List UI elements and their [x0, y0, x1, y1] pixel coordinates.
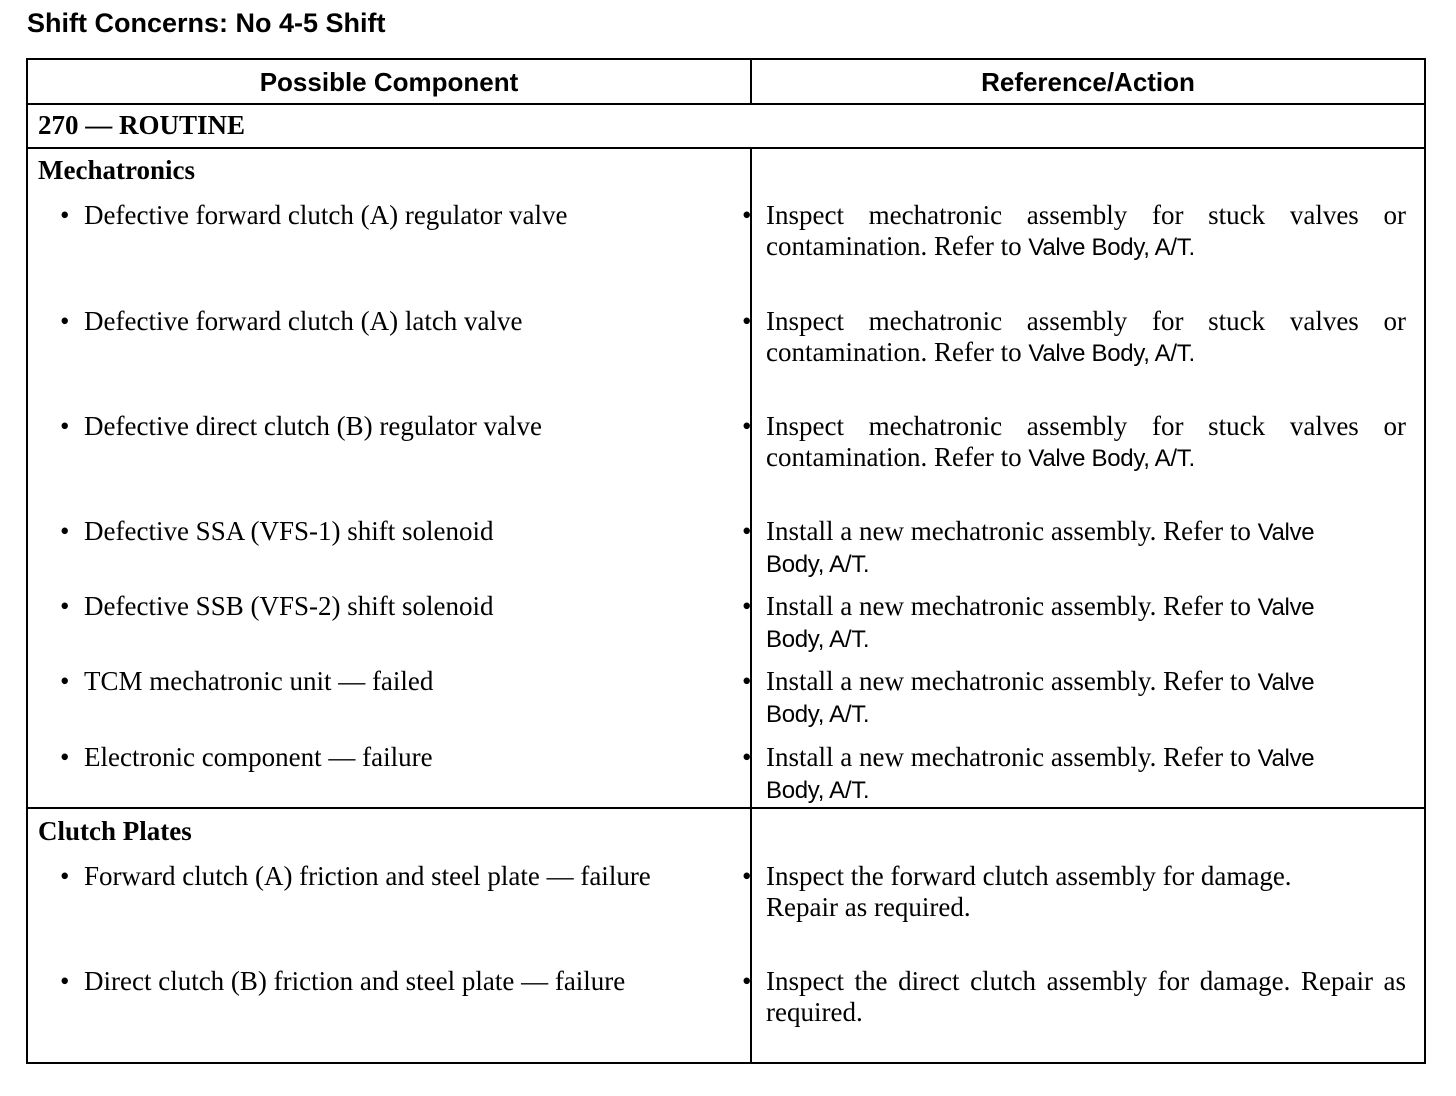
action-text: Install a new mechatronic assembly. Refer to: [766, 516, 1251, 546]
group-label: 270 — ROUTINE: [38, 110, 246, 140]
action-item: [742, 861, 1366, 923]
bullet-icon: •: [742, 666, 752, 696]
bullet-icon: •: [60, 966, 70, 996]
action-text: Inspect the forward clutch assembly for damage. Repair as required.: [766, 861, 1292, 922]
bullet-icon: •: [60, 666, 70, 696]
action-text: Install a new mechatronic assembly. Refer to: [766, 666, 1251, 696]
section-label-mechatronics: Mechatronics: [38, 155, 195, 185]
bullet-icon: •: [742, 742, 752, 772]
bullet-icon: •: [742, 966, 752, 996]
action-item: [742, 742, 1326, 806]
bullet-icon: •: [60, 742, 70, 772]
column-header-action: Reference/Action: [981, 67, 1195, 97]
bullet-icon: •: [742, 516, 752, 546]
component-item: [60, 516, 494, 547]
action-text: Install a new mechatronic assembly. Refer to: [766, 591, 1251, 621]
component-text: Defective forward clutch (A) regulator valve: [84, 200, 568, 230]
reference-link[interactable]: Valve Body, A/T.: [766, 669, 1315, 728]
bullet-icon: •: [742, 200, 752, 230]
action-item: [742, 200, 1406, 263]
group-divider: [28, 147, 1424, 149]
reference-link[interactable]: Valve Body, A/T.: [766, 594, 1315, 653]
action-item: [742, 591, 1326, 655]
reference-link[interactable]: Valve Body, A/T.: [766, 519, 1315, 578]
component-item: [60, 200, 568, 231]
bullet-icon: •: [742, 861, 752, 891]
bullet-icon: •: [742, 411, 752, 441]
action-item: [742, 411, 1406, 474]
bullet-icon: •: [60, 861, 70, 891]
component-item: [60, 966, 626, 997]
reference-link[interactable]: Valve Body, A/T.: [1028, 340, 1195, 367]
bullet-icon: •: [60, 306, 70, 336]
component-text: Electronic component — failure: [84, 742, 433, 772]
action-text: Install a new mechatronic assembly. Refer to: [766, 742, 1251, 772]
action-item: [742, 966, 1406, 1028]
component-item: [60, 411, 543, 442]
bullet-icon: •: [60, 411, 70, 441]
reference-link[interactable]: Valve Body, A/T.: [1028, 234, 1195, 261]
component-text: Defective SSB (VFS-2) shift solenoid: [84, 591, 494, 621]
bullet-icon: •: [742, 591, 752, 621]
action-item: [742, 666, 1326, 730]
action-text: Inspect mechatronic assembly for stuck valves or contamination. Refer to: [766, 306, 1406, 367]
bullet-icon: •: [60, 200, 70, 230]
action-text: Inspect mechatronic assembly for stuck valves or contamination. Refer to: [766, 411, 1406, 472]
component-text: Forward clutch (A) friction and steel plate — failure: [84, 861, 651, 891]
component-text: Defective forward clutch (A) latch valve: [84, 306, 523, 336]
component-text: Defective direct clutch (B) regulator valve: [84, 411, 543, 441]
reference-link[interactable]: Valve Body, A/T.: [766, 745, 1315, 804]
bullet-icon: •: [742, 306, 752, 336]
bullet-icon: •: [60, 516, 70, 546]
action-text: Inspect the direct clutch assembly for damage. Repair as required.: [766, 966, 1406, 1027]
component-text: Direct clutch (B) friction and steel plate — failure: [84, 966, 626, 996]
component-text: Defective SSA (VFS-1) shift solenoid: [84, 516, 494, 546]
section-label-clutch-plates: Clutch Plates: [38, 816, 192, 846]
action-item: [742, 306, 1406, 369]
component-item: [60, 591, 494, 622]
component-item: [60, 861, 651, 892]
component-item: [60, 666, 434, 697]
component-item: [60, 742, 433, 773]
reference-link[interactable]: Valve Body, A/T.: [1028, 445, 1195, 472]
column-header-component: Possible Component: [259, 67, 519, 97]
bullet-icon: •: [60, 591, 70, 621]
page-title: Shift Concerns: No 4-5 Shift: [27, 8, 386, 38]
action-text: Inspect mechatronic assembly for stuck valves or contamination. Refer to: [766, 200, 1406, 261]
component-text: TCM mechatronic unit — failed: [84, 666, 434, 696]
action-item: [742, 516, 1326, 580]
component-item: [60, 306, 523, 337]
section-divider: [28, 807, 1424, 809]
concern-table: [26, 58, 1426, 1064]
